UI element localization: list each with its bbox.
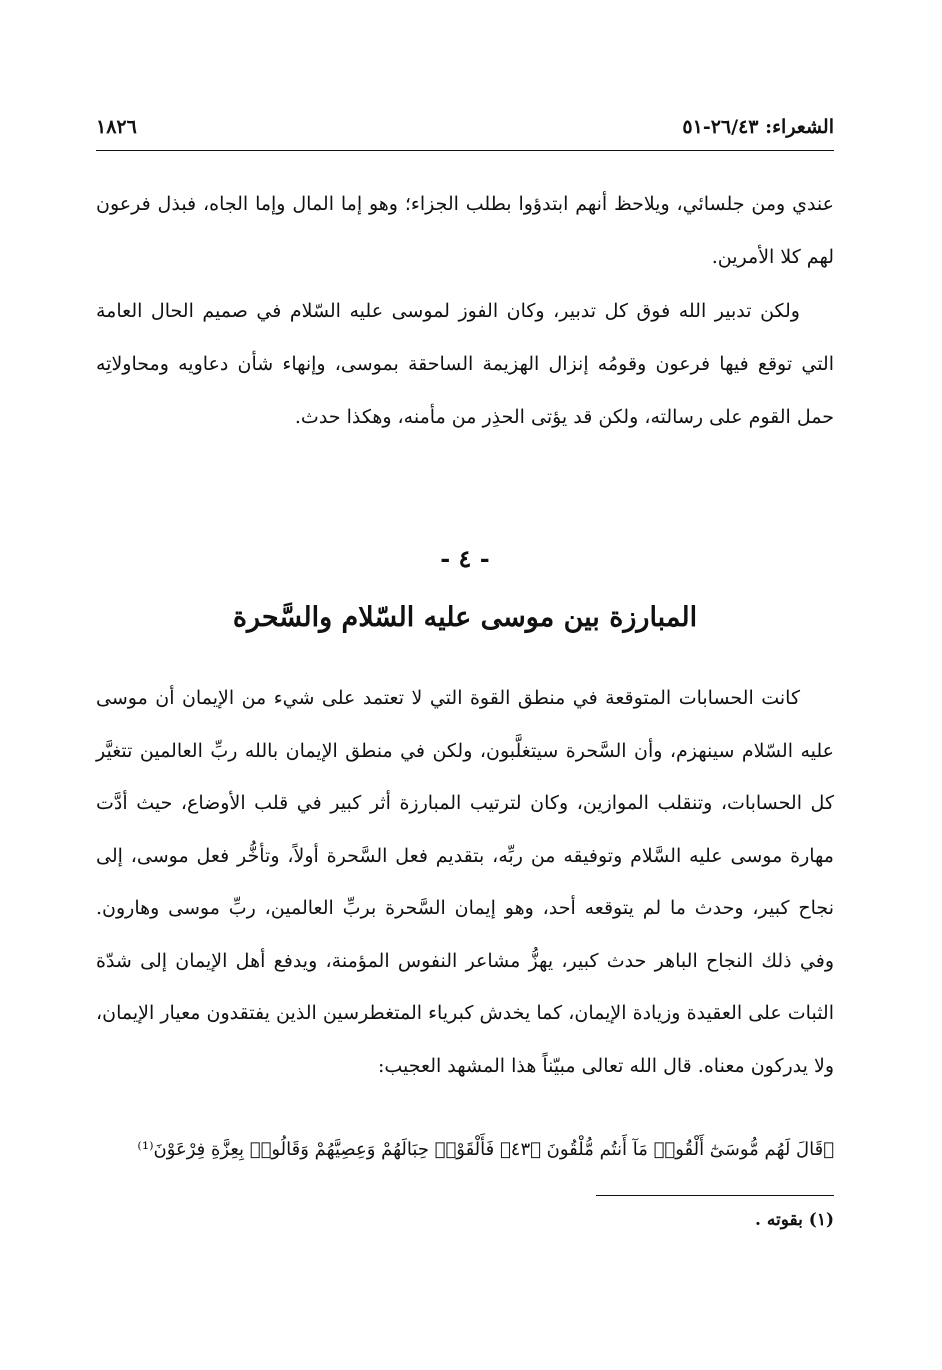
paragraph-2: ولكن تدبير الله فوق كل تدبير، وكان الفوز لموسى عليه السّلام في صميم الحال العامة التي توقع فيها فرعون وقومُه إنزال الهزيمة الساحقة بموسى، وإنهاء شأن دعاويه ومحاولاتِه حمل القوم على رسالته، ولكن قد يؤتى الحذِر من مأمنه، وهكذا حدث.	[96, 300, 834, 428]
paragraph-1: عندي ومن جلسائي، ويلاحظ أنهم ابتدؤوا بطلب الجزاء؛ وهو إما المال وإما الجاه، فبذل فرعون لهم كلا الأمرين.	[96, 193, 834, 268]
chapter-reference: الشعراء: ٢٦/٤٣-٥١	[682, 116, 834, 138]
section-number: - ٤ -	[440, 544, 490, 573]
page-number: ١٨٢٦	[96, 116, 137, 138]
quran-verse: ﴿قَالَ لَهُم مُّوسَىٰٓ أَلْقُوا۟ مَآ أَنتُم مُّلْقُونَ ﴿٤٣﴾ فَأَلْقَوْا۟ حِبَالَهُمْ وَعِصِيَّهُمْ وَقَالُوا۟ بِعِزَّةِ فِرْعَوْنَ⁽¹⁾	[137, 1139, 834, 1160]
paragraph-3: كانت الحسابات المتوقعة في منطق القوة التي لا تعتمد على شيء من الإيمان أن موسى عليه السّلام سينهزم، وأن السَّحرة سيتغلَّبون، ولكن في منطق الإيمان بالله ربِّ العالمين تتغيَّر كل الحسابات، وتنقلب الموازين، وكان لترتيب المبارزة أثر كبير في قلب الأوضاع، حيث أدَّت مهارة موسى عليه السَّلام وتوفيقه من ربِّه، بتقديم فعل السَّحرة أولاً، وتأخُّر فعل موسى، إلى نجاح كبير، وحدث ما لم يتوقعه أحد، وهو إيمان السَّحرة بربِّ العالمين، ربِّ موسى وهارون. وفي ذلك النجاح الباهر حدث كبير، يهزُّ مشاعر النفوس المؤمنة، ويدفع أهل الإيمان إلى شدّة الثبات على العقيدة وزيادة الإيمان، كما يخدش كبرياء المتغطرسين الذين يفتقدون معيار الإيمان، ولا يدركون معناه. قال الله تعالى مبيّناً هذا المشهد العجيب:	[96, 687, 834, 1077]
running-header	[96, 116, 834, 151]
footnote-1: (١) بقوته .	[755, 1210, 834, 1230]
section-title: المبارزة بين موسى عليه السّلام والسَّحرة	[232, 602, 698, 633]
footnote-separator	[596, 1195, 834, 1196]
